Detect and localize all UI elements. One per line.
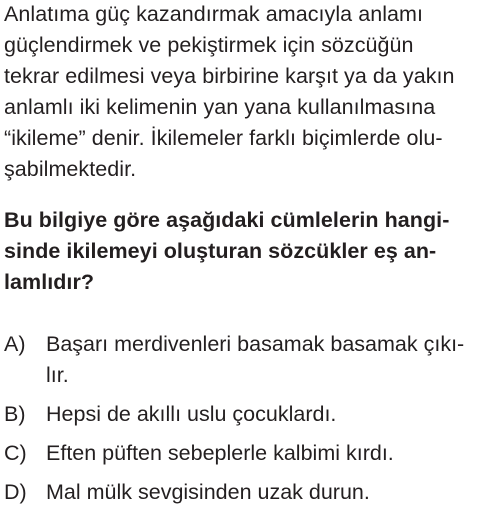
option-d[interactable] bbox=[4, 478, 370, 506]
option-a-continuation: lır. bbox=[46, 363, 69, 387]
option-text: Başarı merdivenleri basamak basamak çıkı- bbox=[46, 332, 465, 356]
option-c[interactable] bbox=[4, 439, 394, 467]
paragraph-line: şabilmektedir. bbox=[4, 157, 137, 181]
option-letter: D) bbox=[4, 480, 27, 504]
option-text: Mal mülk sevgisinden uzak durun. bbox=[46, 480, 370, 504]
question-line: Bu bilgiye göre aşağıdaki cümlelerin hangi- bbox=[4, 208, 450, 232]
option-letter: C) bbox=[4, 441, 27, 465]
question-line: sinde ikilemeyi oluşturan sözcükler eş an- bbox=[4, 239, 437, 263]
paragraph-line: güçlendirmek ve pekiştirmek için sözcüğün bbox=[4, 33, 414, 57]
question-line: lamlıdır? bbox=[4, 270, 95, 294]
option-letter: B) bbox=[4, 402, 26, 426]
option-b[interactable] bbox=[4, 400, 336, 428]
option-a[interactable] bbox=[4, 330, 464, 358]
option-text: Hepsi de akıllı uslu çocuklardı. bbox=[46, 402, 337, 426]
question-page bbox=[4, 0, 502, 523]
paragraph-line: anlamlı iki kelimenin yan yana kullanılmasına bbox=[4, 95, 436, 119]
option-letter: A) bbox=[4, 332, 26, 356]
option-text: Eften püften sebeplerle kalbimi kırdı. bbox=[46, 441, 394, 465]
paragraph-line: “ikileme” denir. İkilemeler farklı biçimlerde olu- bbox=[4, 126, 443, 150]
paragraph-line: tekrar edilmesi veya birbirine karşıt ya da yakın bbox=[4, 64, 455, 88]
paragraph-line: Anlatıma güç kazandırmak amacıyla anlamı bbox=[4, 2, 424, 26]
